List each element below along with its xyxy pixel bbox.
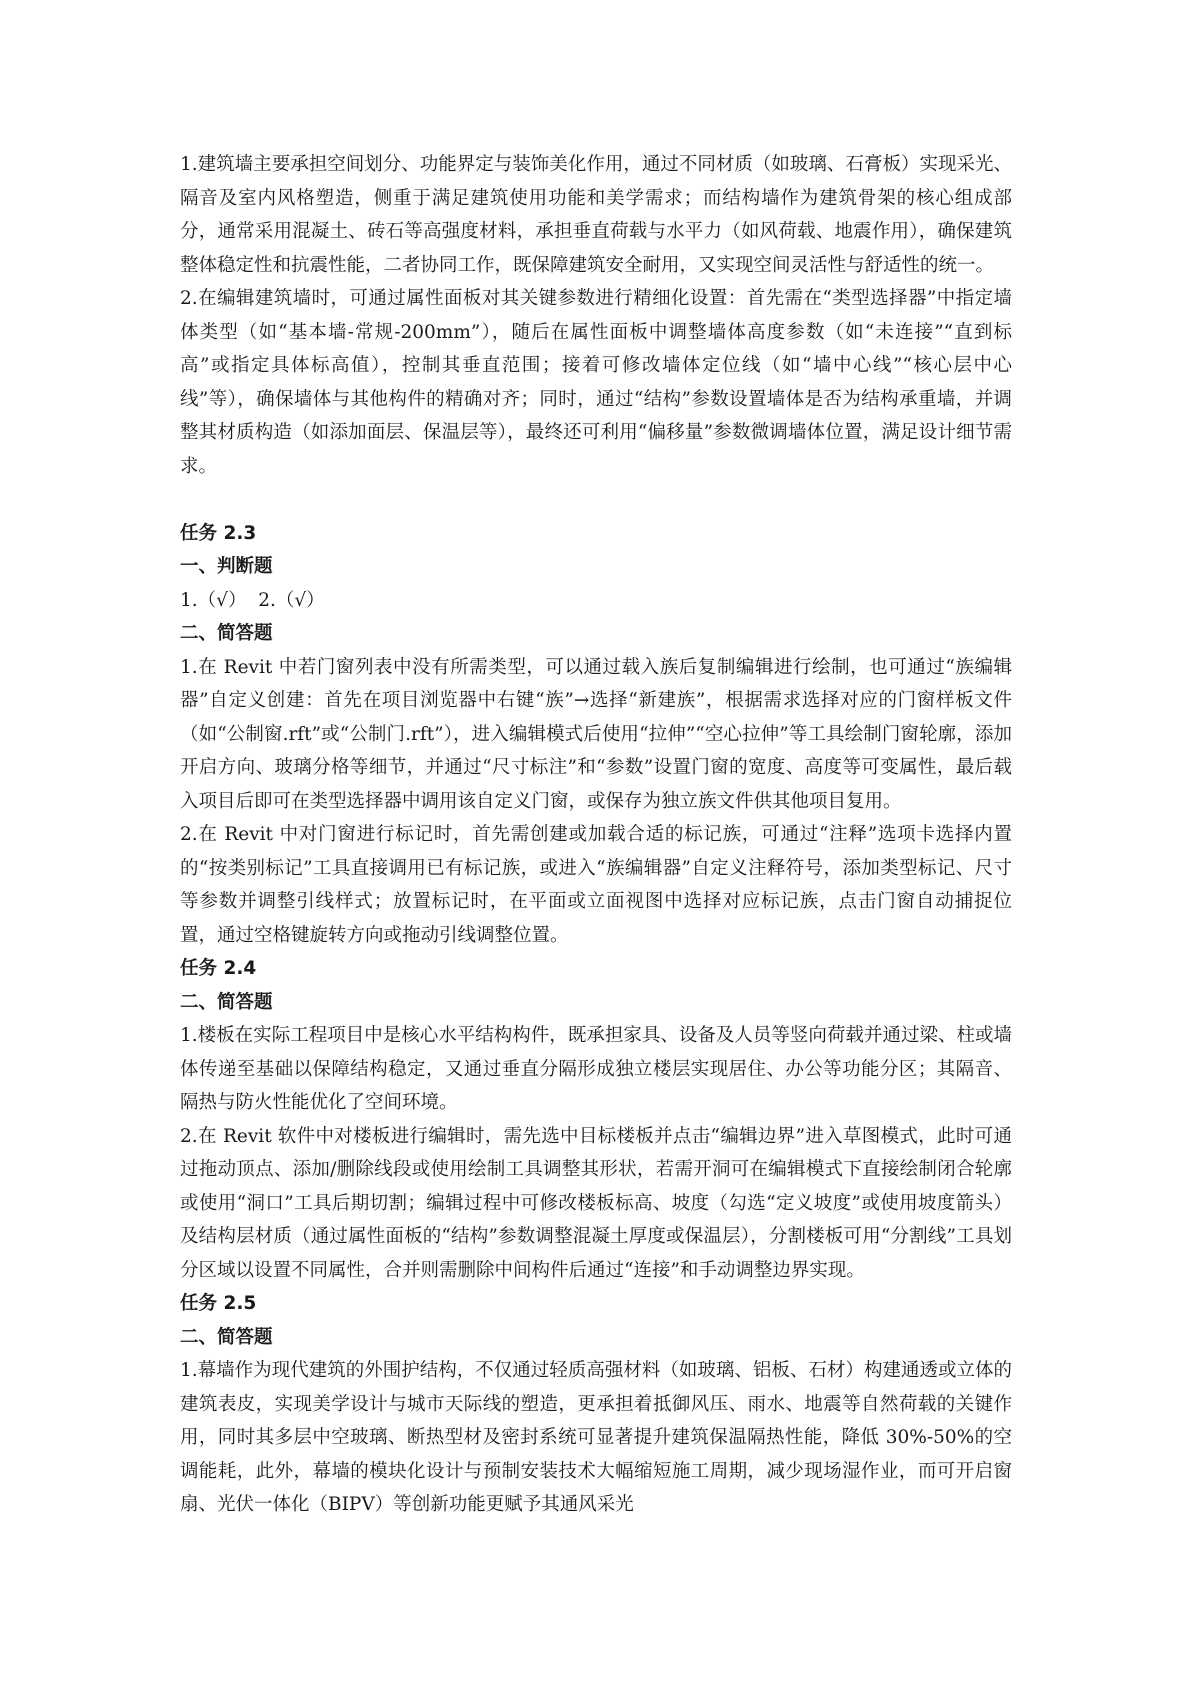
task-2-4-section-short-answer: 二、简答题 <box>180 991 273 1013</box>
task-2-5-title: 任务 2.5 <box>180 1293 257 1314</box>
task-2-3-answers: 1.（√） 2.（√） <box>180 589 325 611</box>
spacer <box>180 483 1012 517</box>
task-2-5-section-short-answer: 二、简答题 <box>180 1326 273 1348</box>
task-2-3-title: 任务 2.3 <box>180 522 257 544</box>
task-2-5-paragraph-1: 1.幕墙作为现代建筑的外围护结构，不仅通过轻质高强材料（如玻璃、铝板、石材）构建通透或立体的建筑表皮，实现美学设计与城市天际线的塑造，更承担着抵御风压、雨水、地震等自然荷载的关键作用，同时其多层中空玻璃、断热型材及密封系统可显著提升建筑保温隔热性能，降低 30%-50%的空调能耗，此外，幕墙的模块化设计与预制安装技术大幅缩短施工周期，减少现场湿作业，而可开启窗扇、光伏一体化（BIPV）等创新功能更赋予其通风采光 <box>180 1360 1012 1515</box>
page-content <box>180 148 1012 1522</box>
task-2-4-paragraph-2: 2.在 Revit 软件中对楼板进行编辑时，需先选中目标楼板并点击“编辑边界”进入草图模式，此时可通过拖动顶点、添加/删除线段或使用绘制工具调整其形状，若需开洞可在编辑模式下直接绘制闭合轮廓或使用“洞口”工具后期切割；编辑过程中可修改楼板标高、坡度（勾选“定义坡度”或使用坡度箭头）及结构层材质（通过属性面板的“结构”参数调整混凝土厚度或保温层），分割楼板可用“分割线”工具划分区域以设置不同属性，合并则需删除中间构件后通过“连接”和手动调整边界实现。 <box>180 1125 1012 1281</box>
task-2-3-paragraph-1: 1.在 Revit 中若门窗列表中没有所需类型，可以通过载入族后复制编辑进行绘制，也可通过“族编辑器”自定义创建：首先在项目浏览器中右键“族”→选择“新建族”，根据需求选择对应的门窗样板文件（如“公制窗.rft”或“公制门.rft”），进入编辑模式后使用“拉伸”“空心拉伸”等工具绘制门窗轮廓，添加开启方向、玻璃分格等细节，并通过“尺寸标注”和“参数”设置门窗的宽度、高度等可变属性，最后载入项目后即可在类型选择器中调用该自定义门窗，或保存为独立族文件供其他项目复用。 <box>180 656 1012 812</box>
intro-paragraph-1: 1.建筑墙主要承担空间划分、功能界定与装饰美化作用，通过不同材质（如玻璃、石膏板）实现采光、隔音及室内风格塑造，侧重于满足建筑使用功能和美学需求；而结构墙作为建筑骨架的核心组成部分，通常采用混凝土、砖石等高强度材料，承担垂直荷载与水平力（如风荷载、地震作用），确保建筑整体稳定性和抗震性能，二者协同工作，既保障建筑安全耐用，又实现空间灵活性与舒适性的统一。 <box>180 154 1012 276</box>
task-2-4-title: 任务 2.4 <box>180 958 257 979</box>
task-2-4-paragraph-1: 1.楼板在实际工程项目中是核心水平结构构件，既承担家具、设备及人员等竖向荷载并通过梁、柱或墙体传递至基础以保障结构稳定，又通过垂直分隔形成独立楼层实现居住、办公等功能分区；其隔音、隔热与防火性能优化了空间环境。 <box>180 1025 1012 1113</box>
task-2-3-paragraph-2: 2.在 Revit 中对门窗进行标记时，首先需创建或加载合适的标记族，可通过“注释”选项卡选择内置的“按类别标记”工具直接调用已有标记族，或进入“族编辑器”自定义注释符号，添加类型标记、尺寸等参数并调整引线样式；放置标记时，在平面或立面视图中选择对应标记族，点击门窗自动捕捉位置，通过空格键旋转方向或拖动引线调整位置。 <box>180 824 1012 946</box>
intro-paragraph-2: 2.在编辑建筑墙时，可通过属性面板对其关键参数进行精细化设置：首先需在“类型选择器”中指定墙体类型（如“基本墙-常规-200mm”），随后在属性面板中调整墙体高度参数（如“未连接”“直到标高”或指定具体标高值），控制其垂直范围；接着可修改墙体定位线（如“墙中心线”“核心层中心线”等），确保墙体与其他构件的精确对齐；同时，通过“结构”参数设置墙体是否为结构承重墙，并调整其材质构造（如添加面层、保温层等），最终还可利用“偏移量”参数微调墙体位置，满足设计细节需求。 <box>180 288 1012 477</box>
task-2-3-section-judgement: 一、判断题 <box>180 556 273 577</box>
task-2-3-section-short-answer: 二、简答题 <box>180 623 273 644</box>
